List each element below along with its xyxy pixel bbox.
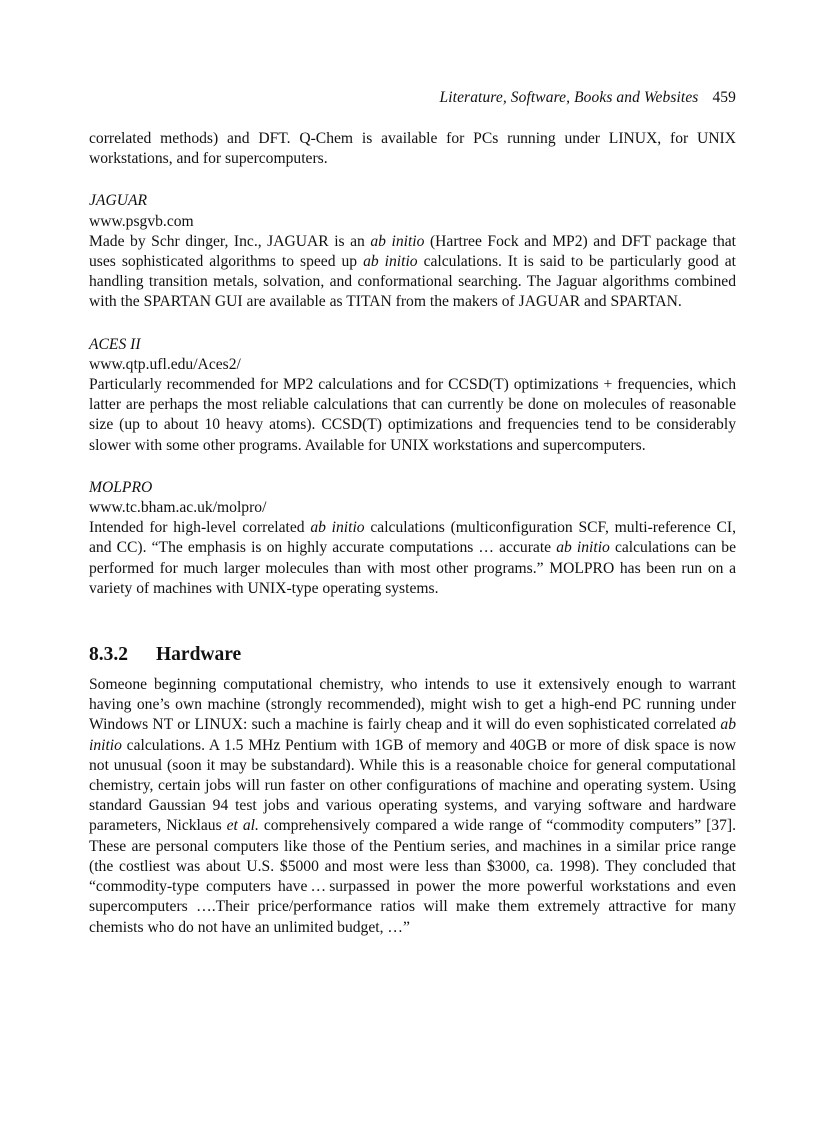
program-name: ACES II [89,335,141,353]
software-entry-jaguar [89,191,736,312]
section-title: Hardware [156,644,242,666]
program-description: Intended for high-level correlated ab initio calculations (multiconfiguration SCF, multi-reference CI, and CC). “The emphasis is on highly accurate computations … accurate ab initio calculations can be performed for much larger molecules than with most other programs.” MOLPRO has been run on a variety of machines with UNIX-type operating systems. [89,519,737,597]
page-body [89,129,736,938]
running-header [440,89,736,107]
intro-paragraph: correlated methods) and DFT. Q-Chem is available for PCs running under LINUX, for UNIX workstations, and for supercomputers. [89,130,736,168]
page-number: 459 [712,89,736,106]
program-name: JAGUAR [89,192,148,210]
section-number: 8.3.2 [89,644,128,666]
program-url: www.qtp.ufl.edu/Aces2/ [89,355,241,373]
program-description: Particularly recommended for MP2 calculations and for CCSD(T) optimizations + frequencies, which latter are perhaps the most reliable calculations that can currently be done on molecules of reasonable size (up to about 10 heavy atoms). CCSD(T) optimizations and frequencies tend to be considerably slower with some other programs. Available for UNIX workstations and supercomputers. [89,376,736,454]
section-paragraph: Someone beginning computational chemistry, who intends to use it extensively enough to warrant having one’s own machine (strongly recommended), might wish to get a high-end PC running under Windows NT or LINUX: such a machine is fairly cheap and it will do even sophisticated correlated ab initio calculations. A 1.5 MHz Pentium with 1GB of memory and 40GB or more of disk space is now not unusual (soon it may be substandard). While this is a reasonable choice for general computational chemistry, certain jobs will run faster on other configurations of machine and operating system. Using standard Gaussian 94 test jobs and various operating systems, and varying software and hardware parameters, Nicklaus et al. comprehensively compared a wide range of “commodity computers” [37]. These are personal computers like those of the Pentium series, and machines in a similar price range (the costliest was about U.S. $5000 and most were less than $3000, ca. 1998). They concluded that “commodity-type computers have … surpassed in power the more powerful workstations and even supercomputers ….Their price/performance ratios will make them extremely attractive for many chemists who do not have an unlimited budget, …” [89,676,736,936]
header-title: Literature, Software, Books and Websites [439,89,699,106]
program-name: MOLPRO [89,478,153,496]
software-entry-molpro [89,478,736,599]
software-entry-aces [89,335,736,456]
program-description: Made by Schr dinger, Inc., JAGUAR is an ab initio (Hartree Fock and MP2) and DFT package that uses sophisticated algorithms to speed up ab initio calculations. It is said to be particularly good at handling transition metals, solvation, and conformational searching. The Jaguar algorithms combined with the SPARTAN GUI are available as TITAN from the makers of JAGUAR and SPARTAN. [89,232,736,311]
program-url: www.psgvb.com [89,212,194,230]
section-heading [89,643,736,667]
program-url: www.tc.bham.ac.uk/molpro/ [89,499,267,517]
